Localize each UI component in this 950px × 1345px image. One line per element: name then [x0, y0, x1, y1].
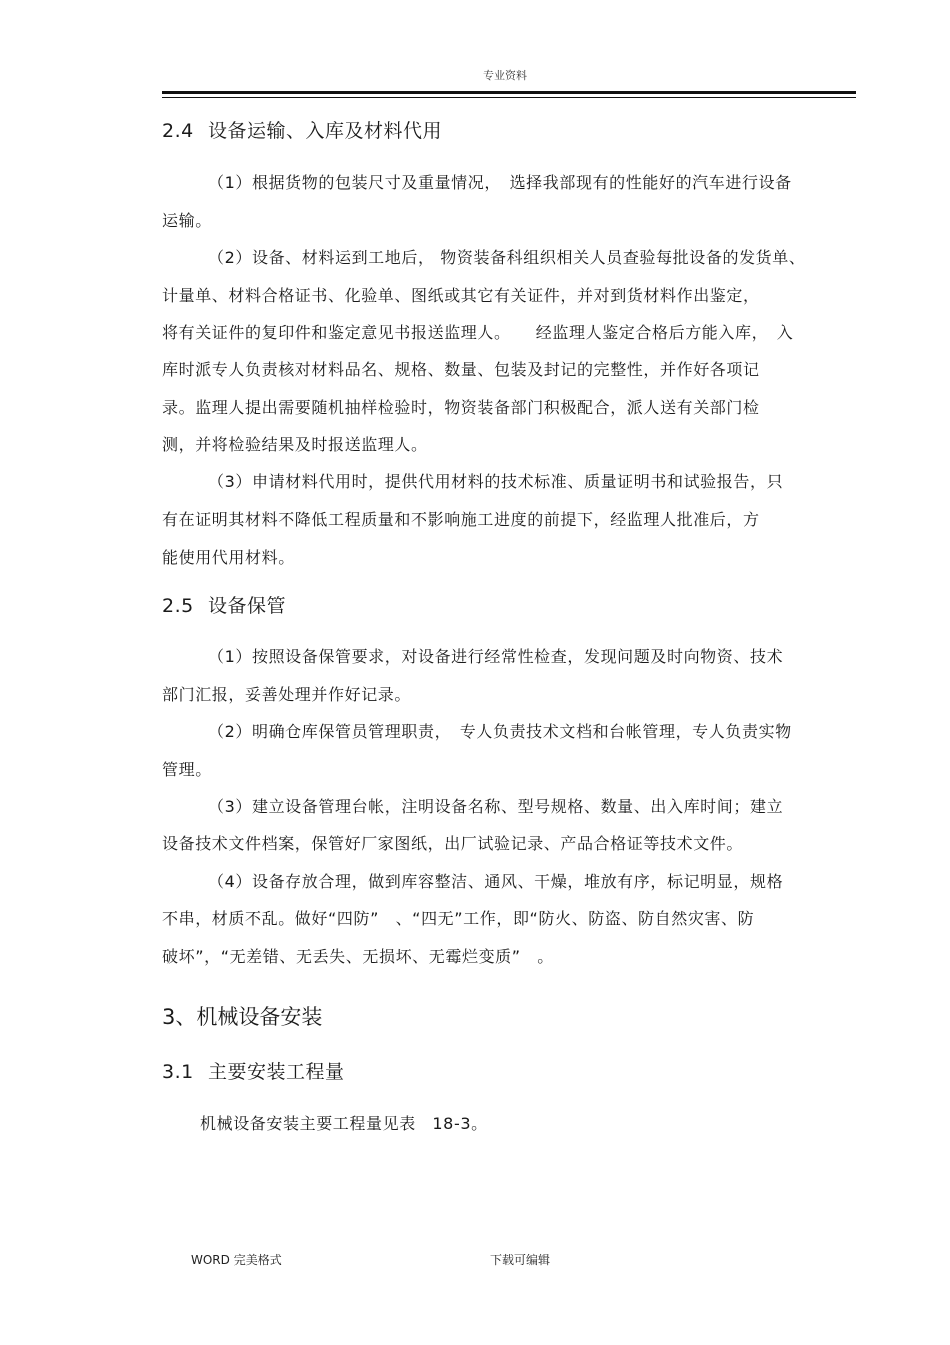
paragraph-line: （3）申请材料代用时，提供代用材料的技术标准、质量证明书和试验报告，只 [208, 472, 784, 491]
paragraph-line: 能使用代用材料。 [162, 548, 295, 567]
paragraph-line: 破坏”，“无差错、无丢失、无损坏、无霉烂变质” 。 [162, 947, 554, 966]
chapter-heading: 3、机械设备安装 [162, 1005, 323, 1029]
paragraph-line: （2）明确仓库保管员管理职责， 专人负责技术文档和台帐管理，专人负责实物 [208, 722, 792, 741]
paragraph-line: 不串，材质不乱。做好“四防” 、“四无”工作，即“防火、防盗、防自然灾害、防 [162, 909, 755, 928]
paragraph-line: （4）设备存放合理，做到库容整洁、通风、干燥，堆放有序，标记明显，规格 [208, 872, 784, 891]
paragraph-line: （1）按照设备保管要求，对设备进行经常性检查，发现问题及时向物资、技术 [208, 647, 784, 666]
footer-left: WORD 完美格式 [191, 1253, 282, 1267]
header-rule-thin [162, 97, 856, 98]
paragraph-line: 计量单、材料合格证书、化验单、图纸或其它有关证件，并对到货材料作出鉴定， [162, 286, 760, 305]
paragraph-line: 录。监理人提出需要随机抽样检验时，物资装备部门积极配合，派人送有关部门检 [162, 398, 760, 417]
paragraph-line: 设备技术文件档案，保管好厂家图纸，出厂试验记录、产品合格证等技术文件。 [162, 834, 744, 853]
paragraph-line: （1）根据货物的包装尺寸及重量情况， 选择我部现有的性能好的汽车进行设备 [208, 173, 792, 192]
header-rule-thick [162, 91, 856, 94]
page-header: 专业资料 [483, 69, 527, 82]
paragraph-line: 测，并将检验结果及时报送监理人。 [162, 435, 428, 454]
paragraph-line: 部门汇报，妥善处理并作好记录。 [162, 685, 412, 704]
paragraph-line: 管理。 [162, 760, 212, 779]
paragraph-line: 将有关证件的复印件和鉴定意见书报送监理人。 经监理人鉴定合格后方能入库， 入 [162, 323, 794, 342]
paragraph-line: （3）建立设备管理台帐，注明设备名称、型号规格、数量、出入库时间；建立 [208, 797, 784, 816]
footer-right: 下载可编辑 [490, 1253, 551, 1267]
section-heading-2-5: 2.5 设备保管 [162, 595, 287, 617]
paragraph-line: （2）设备、材料运到工地后， 物资装备科组织相关人员查验每批设备的发货单、 [208, 248, 806, 267]
paragraph-line: 运输。 [162, 211, 212, 230]
paragraph-line: 库时派专人负责核对材料品名、规格、数量、包装及封记的完整性，并作好各项记 [162, 360, 760, 379]
section-heading-2-4: 2.4 设备运输、入库及材料代用 [162, 120, 443, 142]
section-heading-3-1: 3.1 主要安装工程量 [162, 1061, 345, 1083]
paragraph-line: 有在证明其材料不降低工程质量和不影响施工进度的前提下，经监理人批准后，方 [162, 510, 760, 529]
paragraph-line: 机械设备安装主要工程量见表 18-3。 [200, 1114, 488, 1133]
